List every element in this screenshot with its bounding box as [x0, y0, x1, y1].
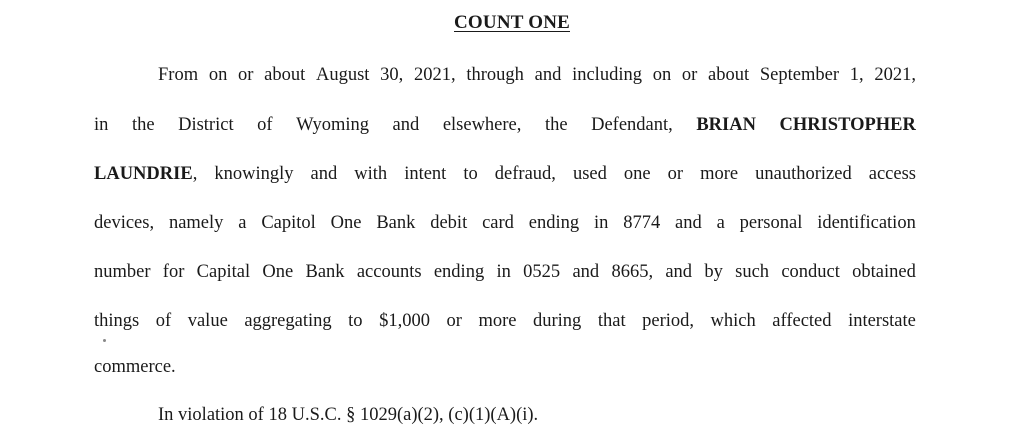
paragraph-line-5 — [94, 261, 916, 283]
word: and — [572, 262, 600, 282]
paragraph-line-7: commerce. — [94, 357, 176, 377]
word: and — [534, 65, 562, 85]
word: 2021, — [414, 65, 456, 85]
word: ending — [433, 262, 485, 282]
scan-speck — [103, 339, 106, 342]
word: intent — [404, 164, 447, 184]
word: and — [392, 115, 420, 135]
word: 8774 — [623, 213, 661, 233]
word: Bank — [305, 262, 345, 282]
word: access — [868, 164, 916, 184]
word: elsewhere, — [442, 115, 522, 135]
paragraph-line-4 — [94, 212, 916, 234]
word: 1, — [849, 65, 864, 85]
word: the — [131, 115, 155, 135]
word: affected — [772, 311, 832, 331]
word: for — [162, 262, 185, 282]
word: conduct — [781, 262, 840, 282]
word: things — [94, 311, 140, 331]
word: used — [572, 164, 607, 184]
word: and — [675, 213, 702, 233]
word: such — [735, 262, 770, 282]
word: during — [533, 311, 582, 331]
paragraph-line-3 — [94, 163, 916, 185]
word: to — [348, 311, 363, 331]
word: or — [238, 65, 254, 85]
defendant-name-word: CHRISTOPHER — [779, 115, 916, 135]
paragraph-line-1 — [158, 64, 916, 86]
word: Wyoming — [296, 115, 369, 135]
word: a — [716, 213, 725, 233]
word: September — [759, 65, 839, 85]
word: accounts — [356, 262, 422, 282]
word: which — [710, 311, 756, 331]
word: and — [310, 164, 338, 184]
word: District — [178, 115, 234, 135]
word: number — [94, 262, 151, 282]
word: of — [155, 311, 172, 331]
word: From — [158, 65, 199, 85]
word: Defendant, — [591, 115, 673, 135]
word: more — [478, 311, 517, 331]
word: period, — [642, 311, 695, 331]
word: value — [187, 311, 228, 331]
word: Capital — [196, 262, 251, 282]
word: knowingly — [214, 164, 294, 184]
word: about — [264, 65, 306, 85]
word: devices, — [94, 213, 155, 233]
word: and — [665, 262, 693, 282]
word: aggregating — [244, 311, 332, 331]
word: ending — [528, 213, 580, 233]
citation-line: In violation of 18 U.S.C. § 1029(a)(2), (c)(1)(A)(i). — [158, 405, 539, 425]
word: or — [667, 164, 684, 184]
word: unauthorized — [755, 164, 852, 184]
word: in — [94, 115, 109, 135]
word: that — [597, 311, 626, 331]
word: One — [262, 262, 294, 282]
word: through — [466, 65, 524, 85]
word: including — [572, 65, 642, 85]
word: August — [316, 65, 370, 85]
word: 30, — [380, 65, 404, 85]
word: on — [208, 65, 228, 85]
paragraph-line-2 — [94, 114, 916, 136]
word: debit — [430, 213, 468, 233]
word: $1,000 — [379, 311, 430, 331]
word: identification — [817, 213, 916, 233]
count-heading: COUNT ONE — [454, 12, 570, 33]
word: Bank — [376, 213, 416, 233]
word: 2021, — [874, 65, 916, 85]
word: more — [700, 164, 739, 184]
word: on — [652, 65, 672, 85]
word: card — [482, 213, 514, 233]
defendant-surname-word: LAUNDRIE, — [94, 164, 198, 184]
word: Capitol — [261, 213, 316, 233]
paragraph-line-6 — [94, 310, 916, 332]
word: or — [681, 65, 698, 85]
word: namely — [168, 213, 224, 233]
word: interstate — [848, 311, 916, 331]
word: one — [623, 164, 651, 184]
word: by — [704, 262, 723, 282]
word: of — [257, 115, 273, 135]
word: about — [708, 65, 750, 85]
word: in — [593, 213, 609, 233]
word: to — [463, 164, 478, 184]
word: obtained — [852, 262, 916, 282]
word: a — [238, 213, 247, 233]
word: with — [354, 164, 388, 184]
defendant-name-word: BRIAN — [696, 115, 756, 135]
word: in — [496, 262, 511, 282]
word: One — [330, 213, 362, 233]
word: defraud, — [494, 164, 556, 184]
word: the — [544, 115, 568, 135]
word: 0525 — [523, 262, 561, 282]
word: 8665, — [611, 262, 654, 282]
word: personal — [739, 213, 803, 233]
word: or — [446, 311, 462, 331]
